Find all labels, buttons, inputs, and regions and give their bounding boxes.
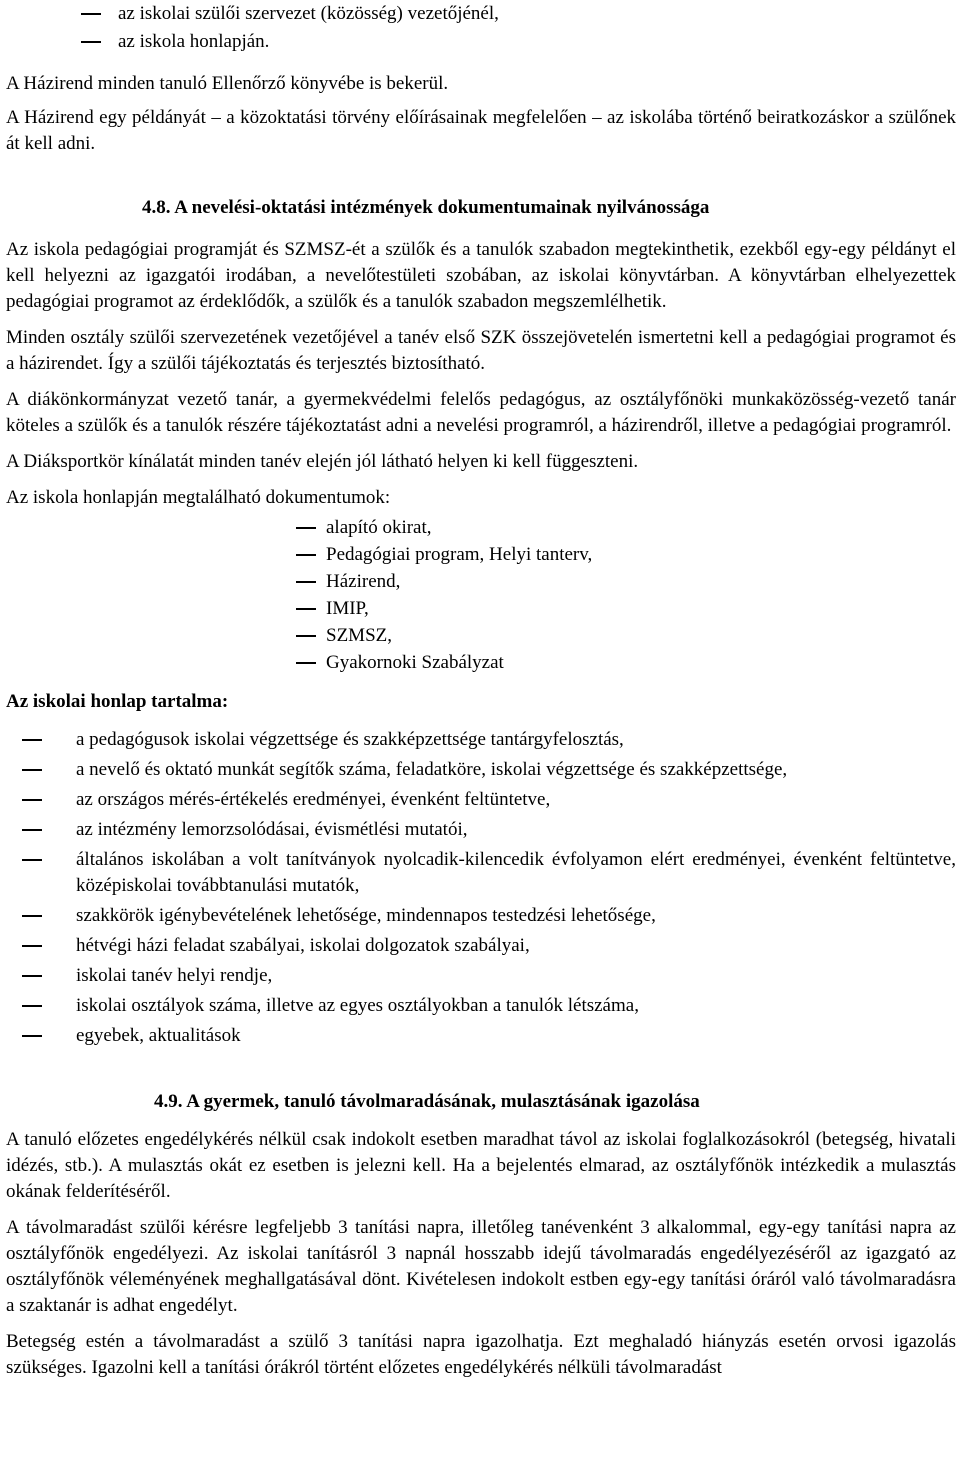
top-bullet-list bbox=[6, 0, 956, 57]
dash-bullet-icon bbox=[296, 554, 316, 556]
list-item: az iskola honlapján. bbox=[6, 29, 956, 57]
list-item: Pedagógiai program, Helyi tanterv, bbox=[6, 542, 956, 569]
body-paragraph: A Diáksportkör kínálatát minden tanév elején jól látható helyen ki kell függeszteni. bbox=[6, 451, 639, 472]
dash-bullet-icon bbox=[22, 1035, 42, 1037]
list-item: hétvégi házi feladat szabályai, iskolai dolgozatok szabályai, bbox=[6, 933, 956, 959]
list-item: általános iskolában a volt tanítványok nyolcadik-kilencedik évfolyamon elért eredményei, évenként feltüntetve, középiskolai továbbtanulási mutatók, bbox=[6, 847, 956, 899]
list-item: az intézmény lemorzsolódásai, évismétlési mutatói, bbox=[6, 817, 956, 843]
dash-bullet-icon bbox=[296, 635, 316, 637]
body-paragraph: A diákönkormányzat vezető tanár, a gyermekvédelmi felelős pedagógus, az osztályfőnöki munkaközösség-vezető tanár köteles a szülők és a tanulók részére tájékoztatást adni a nevelési programról, a házirendről, illetve a pedagógiai programról. bbox=[6, 389, 956, 436]
homepage-contents-list bbox=[6, 727, 956, 1049]
dash-bullet-icon bbox=[22, 739, 42, 741]
dash-bullet-icon bbox=[296, 608, 316, 610]
dash-bullet-icon bbox=[296, 662, 316, 664]
dash-bullet-icon bbox=[296, 581, 316, 583]
section-heading: 4.9. A gyermek, tanuló távolmaradásának, mulasztásának igazolása bbox=[154, 1091, 700, 1112]
dash-bullet-icon bbox=[22, 859, 42, 861]
dash-bullet-icon bbox=[22, 829, 42, 831]
list-item: alapító okirat, bbox=[6, 515, 956, 542]
intro-paragraph: A Házirend minden tanuló Ellenőrző könyvébe is bekerül. bbox=[6, 73, 449, 94]
list-item: a nevelő és oktató munkát segítők száma, feladatköre, iskolai végzettsége és szakképzettsége, bbox=[6, 757, 956, 783]
list-item: iskolai tanév helyi rendje, bbox=[6, 963, 956, 989]
list-item: az iskolai szülői szervezet (közösség) vezetőjénél, bbox=[6, 1, 956, 29]
list-item: egyebek, aktualitások bbox=[6, 1023, 956, 1049]
body-paragraph: A távolmaradást szülői kérésre legfeljebb 3 tanítási napra, illetőleg tanévenként 3 alkalommal, egy-egy tanítási napra az osztályfőnök engedélyezi. Az iskolai tanításról 3 napnál hosszabb idejű távolmaradás engedélyezéséről az igazgató az osztályfőnök véleményének meghallgatásával dönt. Kivételesen indokolt estben egy-egy tanítási óráról való távolmaradásra a szaktanár is adhat engedélyt. bbox=[6, 1217, 956, 1316]
dash-bullet-icon bbox=[22, 1005, 42, 1007]
list-item: az országos mérés-értékelés eredményei, évenként feltüntetve, bbox=[6, 787, 956, 813]
dash-bullet-icon bbox=[296, 527, 316, 529]
body-paragraph: A tanuló előzetes engedélykérés nélkül csak indokolt esetben maradhat távol az iskolai foglalkozásokról (betegség, hivatali idézés, stb.). A mulasztás okát ez esetben is jelezni kell. Ha a bejelentés elmarad, az osztályfőnök intézkedik a mulasztás okának felderítéséről. bbox=[6, 1129, 956, 1202]
subheading: Az iskolai honlap tartalma: bbox=[6, 691, 229, 712]
list-item: Gyakornoki Szabályzat bbox=[6, 650, 956, 677]
documents-list bbox=[6, 515, 956, 677]
list-item: SZMSZ, bbox=[6, 623, 956, 650]
body-paragraph: Minden osztály szülői szervezetének vezetőjével a tanév első SZK összejövetelén ismertetni kell a pedagógiai programot és a házirendet. Így a szülői tájékoztatás és terjesztés biztosítható. bbox=[6, 327, 956, 374]
intro-paragraph: A Házirend egy példányát – a közoktatási törvény előírásainak megfelelően – az iskolába történő beiratkozáskor a szülőnek át kell adni. bbox=[6, 107, 956, 154]
dash-bullet-icon bbox=[22, 769, 42, 771]
list-item: szakkörök igénybevételének lehetősége, mindennapos testedzési lehetősége, bbox=[6, 903, 956, 929]
list-item: Házirend, bbox=[6, 569, 956, 596]
body-paragraph: Az iskola pedagógiai programját és SZMSZ-ét a szülők és a tanulók szabadon megtekinthetik, ezekből egy-egy példányt el kell helyezni az igazgatói irodában, a nevelőtestületi szobában, az iskolai könyvtárban. A könyvtárban elhelyezettek pedagógiai programot az érdeklődők, a szülők és a tanulók szabadon megszemlélhetik. bbox=[6, 239, 956, 312]
dash-bullet-icon bbox=[22, 915, 42, 917]
dash-bullet-icon bbox=[22, 975, 42, 977]
dash-bullet-icon bbox=[81, 13, 101, 15]
list-item: a pedagógusok iskolai végzettsége és szakképzettsége tantárgyfelosztás, bbox=[6, 727, 956, 753]
body-paragraph: Betegség estén a távolmaradást a szülő 3 tanítási napra igazolhatja. Ezt meghaladó hiányzás esetén orvosi igazolás szükséges. Igazolni kell a tanítási órákról történt előzetes engedélykérés nélküli távolmaradást bbox=[6, 1331, 956, 1378]
list-item: iskolai osztályok száma, illetve az egyes osztályokban a tanulók létszáma, bbox=[6, 993, 956, 1019]
list-item: IMIP, bbox=[6, 596, 956, 623]
section-heading: 4.8. A nevelési-oktatási intézmények dokumentumainak nyilvánossága bbox=[142, 197, 710, 218]
dash-bullet-icon bbox=[81, 41, 101, 43]
dash-bullet-icon bbox=[22, 799, 42, 801]
body-paragraph: Az iskola honlapján megtalálható dokumentumok: bbox=[6, 487, 391, 508]
dash-bullet-icon bbox=[22, 945, 42, 947]
